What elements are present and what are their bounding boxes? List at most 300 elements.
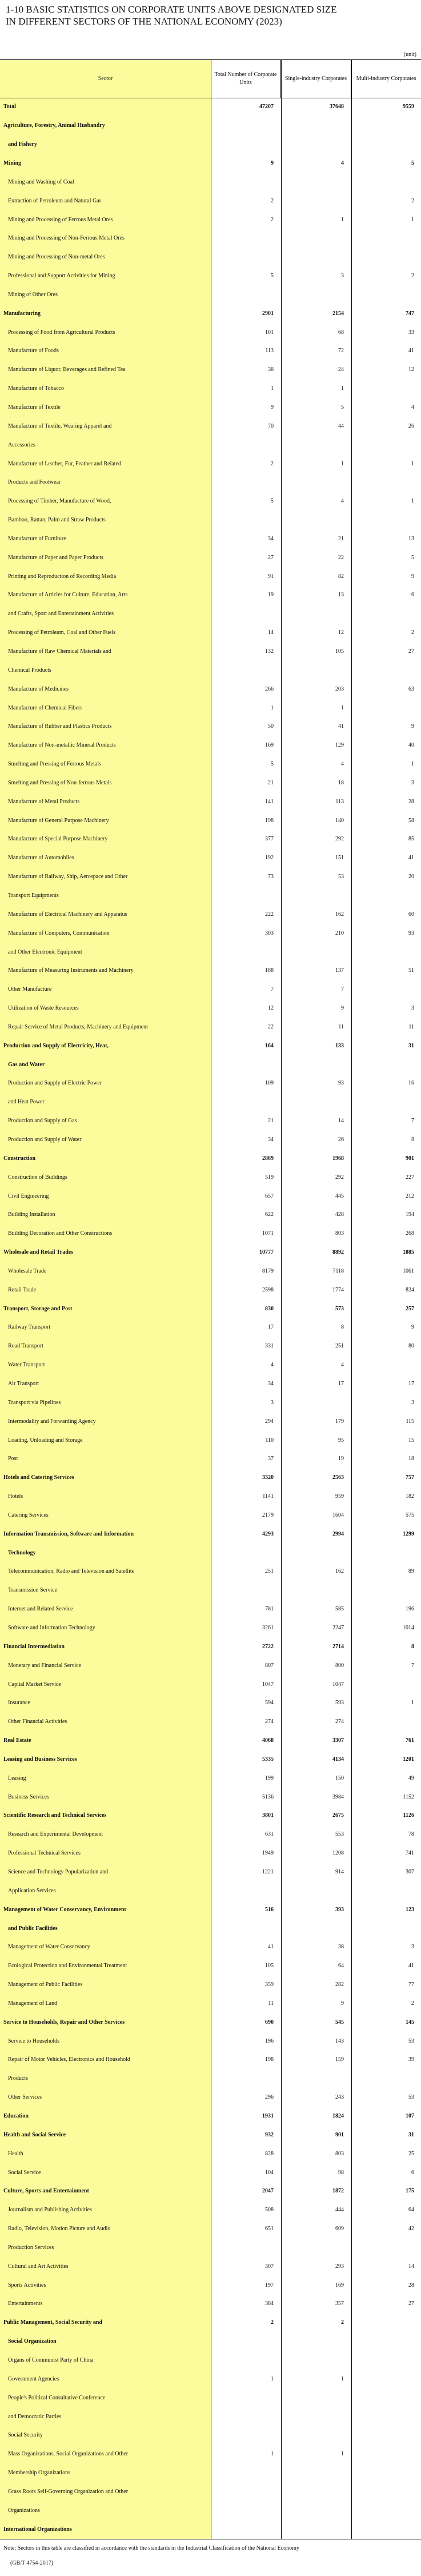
single-industry-value: 159 bbox=[335, 2056, 344, 2063]
single-industry-value: 1208 bbox=[332, 1850, 344, 1857]
single-industry-value: 2247 bbox=[332, 1625, 344, 1631]
total-value: 307 bbox=[265, 2263, 274, 2270]
single-industry-value: 1604 bbox=[332, 1512, 344, 1518]
table-row bbox=[0, 1474, 421, 1482]
sector-name: Management of Land bbox=[8, 2000, 58, 2007]
sector-name: Utilization of Waste Resources bbox=[8, 1005, 79, 1011]
total-value: 294 bbox=[265, 1418, 274, 1425]
total-value: 141 bbox=[265, 798, 274, 805]
multi-industry-value: 53 bbox=[408, 2094, 414, 2101]
single-industry-value: 44 bbox=[338, 422, 344, 429]
sector-name: Construction bbox=[3, 1155, 36, 1162]
total-value: 2 bbox=[271, 2319, 274, 2326]
sector-name: People's Political Consultative Conference bbox=[8, 2394, 106, 2401]
table-row bbox=[0, 535, 421, 543]
total-value: 2722 bbox=[262, 1643, 274, 1650]
single-industry-value: 1047 bbox=[332, 1681, 344, 1688]
total-value: 519 bbox=[265, 1174, 274, 1181]
single-industry-value: 7118 bbox=[332, 1267, 344, 1274]
sector-name: and Public Facilities bbox=[8, 1925, 58, 1932]
multi-industry-value: 80 bbox=[408, 1343, 414, 1350]
single-industry-value: 428 bbox=[335, 1211, 344, 1218]
sector-name: Catering Services bbox=[8, 1512, 49, 1518]
multi-industry-value: 31 bbox=[408, 1042, 414, 1049]
table-row bbox=[0, 1249, 421, 1257]
single-industry-value: 959 bbox=[335, 1493, 344, 1500]
single-industry-value: 4 bbox=[341, 160, 344, 166]
single-industry-value: 14 bbox=[338, 1118, 344, 1124]
multi-industry-value: 1201 bbox=[403, 1756, 414, 1762]
single-industry-value: 9 bbox=[341, 1005, 344, 1011]
sector-name: Construction of Buildings bbox=[8, 1174, 67, 1181]
single-industry-value: 95 bbox=[338, 1437, 344, 1443]
sector-name: Mining of Other Ores bbox=[8, 291, 58, 298]
sector-name: Manufacture of Rubber and Plastics Products bbox=[8, 723, 112, 730]
multi-industry-value: 15 bbox=[408, 1437, 414, 1443]
single-industry-value: 18 bbox=[338, 779, 344, 786]
single-industry-value: 179 bbox=[335, 1418, 344, 1425]
single-industry-value: 914 bbox=[335, 1869, 344, 1875]
total-value: 188 bbox=[265, 967, 274, 974]
sector-name: Building Decoration and Other Constructions bbox=[8, 1230, 113, 1237]
sector-name: Manufacture of Raw Chemical Materials and bbox=[8, 648, 111, 655]
single-industry-value: 1 bbox=[341, 2451, 344, 2458]
table-row bbox=[0, 2206, 421, 2214]
table-row bbox=[0, 2375, 421, 2383]
sector-name: Chemical Products bbox=[8, 667, 51, 673]
total-value: 830 bbox=[265, 1305, 274, 1312]
table-row bbox=[0, 1568, 421, 1576]
statistics-table bbox=[0, 59, 421, 2539]
total-value: 2179 bbox=[262, 1512, 274, 1518]
total-value: 331 bbox=[265, 1343, 274, 1350]
single-industry-value: 292 bbox=[335, 836, 344, 843]
multi-industry-value: 212 bbox=[406, 1193, 414, 1199]
table-row bbox=[0, 159, 421, 168]
multi-industry-value: 18 bbox=[408, 1456, 414, 1462]
table-row bbox=[0, 741, 421, 749]
table-title bbox=[6, 3, 417, 27]
sector-name: Manufacture of Computers, Communication bbox=[8, 930, 110, 936]
table-row bbox=[0, 1643, 421, 1651]
single-industry-value: 38 bbox=[338, 1944, 344, 1951]
table-row bbox=[0, 141, 421, 149]
table-row bbox=[0, 1775, 421, 1783]
total-value: 2869 bbox=[262, 1155, 274, 1162]
single-industry-value: 37648 bbox=[330, 103, 344, 110]
sector-name: Other Manufacture bbox=[8, 986, 52, 993]
multi-industry-value: 41 bbox=[408, 348, 414, 354]
sector-name: Agriculture, Forestry, Animal Husbandry bbox=[3, 122, 105, 129]
total-value: 37 bbox=[268, 1456, 274, 1462]
multi-industry-value: 20 bbox=[408, 874, 414, 880]
total-value: 198 bbox=[265, 817, 274, 824]
single-industry-value: 82 bbox=[338, 573, 344, 580]
sector-name: Radio, Television, Motion Picture and Audio bbox=[8, 2226, 111, 2232]
multi-industry-value: 42 bbox=[408, 2226, 414, 2232]
table-row bbox=[0, 930, 421, 938]
multi-industry-value: 17 bbox=[408, 1381, 414, 1387]
total-value: 70 bbox=[268, 422, 274, 429]
sector-name: Manufacture of Measuring Instruments and Machinery bbox=[8, 967, 134, 974]
table-row bbox=[0, 704, 421, 712]
table-row bbox=[0, 667, 421, 675]
multi-industry-value: 575 bbox=[406, 1512, 414, 1518]
single-industry-value: 169 bbox=[335, 2282, 344, 2288]
total-value: 5335 bbox=[262, 1756, 274, 1762]
table-row bbox=[0, 1361, 421, 1369]
sector-name: Cultural and Art Activities bbox=[8, 2263, 69, 2270]
total-value: 36 bbox=[268, 366, 274, 373]
single-industry-value: 393 bbox=[335, 1906, 344, 1913]
table-row bbox=[0, 197, 421, 205]
single-industry-value: 1872 bbox=[332, 2188, 344, 2195]
table-row bbox=[0, 1793, 421, 1801]
header-sector: Sector bbox=[98, 75, 113, 82]
sector-name: Organizations bbox=[8, 2507, 40, 2514]
sector-name: Social Security bbox=[8, 2432, 43, 2439]
sector-name: Social Organization bbox=[8, 2338, 57, 2345]
total-value: 222 bbox=[265, 911, 274, 918]
total-value: 113 bbox=[265, 348, 274, 354]
multi-industry-value: 78 bbox=[408, 1831, 414, 1838]
table-row bbox=[0, 2282, 421, 2290]
sector-name: Leasing bbox=[8, 1775, 26, 1781]
single-industry-value: 4134 bbox=[332, 1756, 344, 1762]
table-row bbox=[0, 2356, 421, 2364]
sector-name: Service to Households, Repair and Other Services bbox=[3, 2019, 125, 2025]
total-value: 359 bbox=[265, 1981, 274, 1988]
single-industry-value: 1 bbox=[341, 460, 344, 467]
multi-industry-value: 6 bbox=[411, 592, 414, 599]
total-value: 690 bbox=[265, 2019, 274, 2025]
table-row bbox=[0, 2526, 421, 2534]
sector-name: Social Service bbox=[8, 2169, 41, 2176]
single-industry-value: 282 bbox=[335, 1981, 344, 1988]
total-value: 3261 bbox=[262, 1625, 274, 1631]
single-industry-value: 3307 bbox=[332, 1737, 344, 1744]
sector-name: Manufacture of Textile bbox=[8, 404, 61, 410]
single-industry-value: 4 bbox=[341, 498, 344, 505]
table-row bbox=[0, 2169, 421, 2177]
total-value: 5136 bbox=[262, 1793, 274, 1800]
multi-industry-value: 194 bbox=[406, 1211, 414, 1218]
multi-industry-value: 5 bbox=[411, 554, 414, 561]
sector-name: Transport, Storage and Post bbox=[3, 1305, 73, 1312]
total-value: 9 bbox=[271, 404, 274, 410]
sector-name: Processing of Timber, Manufacture of Wood, bbox=[8, 498, 111, 505]
sector-name: Manufacture of Textile, Wearing Apparel and bbox=[8, 422, 112, 429]
multi-industry-value: 41 bbox=[408, 855, 414, 862]
sector-name: Information Transmission, Software and Information bbox=[3, 1530, 134, 1537]
table-row bbox=[0, 873, 421, 881]
multi-industry-value: 8 bbox=[411, 1137, 414, 1143]
header-single-industry: Single-industry Corporates bbox=[281, 60, 351, 98]
multi-industry-value: 257 bbox=[406, 1305, 414, 1312]
single-industry-value: 573 bbox=[335, 1305, 344, 1312]
footnote: Note: Sectors in this table are classified in accordance with the standards in the Industrial Classification of the National Economy bbox=[3, 2545, 299, 2551]
table-row bbox=[0, 2488, 421, 2496]
sector-name: Health bbox=[8, 2150, 23, 2157]
table-row bbox=[0, 1831, 421, 1839]
single-industry-value: 4 bbox=[341, 1362, 344, 1369]
table-row bbox=[0, 1512, 421, 1520]
multi-industry-value: 1061 bbox=[403, 1267, 414, 1274]
multi-industry-value: 2 bbox=[411, 273, 414, 279]
table-row bbox=[0, 1925, 421, 1933]
single-industry-value: 1 bbox=[341, 385, 344, 392]
sector-name: Organs of Communist Party of China bbox=[8, 2357, 94, 2363]
total-value: 73 bbox=[268, 874, 274, 880]
table-row bbox=[0, 2338, 421, 2346]
sector-name: Ecological Protection and Environmental Treatment bbox=[8, 1963, 127, 1969]
single-industry-value: 585 bbox=[335, 1606, 344, 1613]
single-industry-value: 151 bbox=[335, 855, 344, 862]
sector-name: Grass Roots Self-Governing Organization and Other bbox=[8, 2488, 129, 2495]
sector-name: Extraction of Petroleum and Natural Gas bbox=[8, 197, 102, 204]
table-row bbox=[0, 178, 421, 186]
sector-name: Mass Organizations, Social Organizations and Other bbox=[8, 2451, 129, 2458]
table-row bbox=[0, 2075, 421, 2083]
single-industry-value: 2714 bbox=[332, 1643, 344, 1650]
table-row bbox=[0, 1943, 421, 1951]
multi-industry-value: 107 bbox=[406, 2113, 414, 2119]
multi-industry-value: 824 bbox=[406, 1286, 414, 1293]
sector-name: Manufacture of General Purpose Machinery bbox=[8, 817, 109, 824]
multi-industry-value: 26 bbox=[408, 422, 414, 429]
total-value: 50 bbox=[268, 723, 274, 730]
multi-industry-value: 1014 bbox=[403, 1625, 414, 1631]
sector-name: Transport via Pipelines bbox=[8, 1399, 61, 1406]
total-value: 807 bbox=[265, 1662, 274, 1669]
table-row bbox=[0, 1981, 421, 1989]
multi-industry-value: 16 bbox=[408, 1080, 414, 1087]
table-row bbox=[0, 1399, 421, 1407]
table-row bbox=[0, 648, 421, 656]
total-value: 622 bbox=[265, 1211, 274, 1218]
total-value: 1931 bbox=[262, 2113, 274, 2119]
table-row bbox=[0, 554, 421, 562]
multi-industry-value: 93 bbox=[408, 930, 414, 936]
table-row bbox=[0, 1193, 421, 1201]
multi-industry-value: 7 bbox=[411, 1118, 414, 1124]
table-row bbox=[0, 2431, 421, 2439]
table-row bbox=[0, 1305, 421, 1313]
table-row bbox=[0, 1117, 421, 1125]
sector-name: Processing of Food from Agricultural Products bbox=[8, 329, 115, 336]
total-value: 10777 bbox=[259, 1249, 274, 1255]
table-row bbox=[0, 2300, 421, 2308]
multi-industry-value: 741 bbox=[406, 1850, 414, 1857]
sector-name: Manufacture of Electrical Machinery and Apparatus bbox=[8, 911, 127, 918]
single-industry-value: 274 bbox=[335, 1718, 344, 1725]
single-industry-value: 3984 bbox=[332, 1793, 344, 1800]
footnote-standard-code: (GB/T 4754-2017) bbox=[10, 2560, 54, 2566]
sector-name: Professional Technical Services bbox=[8, 1850, 81, 1857]
multi-industry-value: 85 bbox=[408, 836, 414, 843]
table-row bbox=[0, 2094, 421, 2102]
sector-name: Civil Engineering bbox=[8, 1193, 49, 1199]
sector-name: Health and Social Service bbox=[3, 2131, 66, 2138]
table-row bbox=[0, 1230, 421, 1238]
table-row bbox=[0, 610, 421, 618]
multi-industry-value: 3 bbox=[411, 1005, 414, 1011]
table-row bbox=[0, 385, 421, 393]
sector-name: Wholesale Trade bbox=[8, 1267, 47, 1274]
table-row bbox=[0, 1342, 421, 1350]
table-row bbox=[0, 2112, 421, 2120]
total-value: 196 bbox=[265, 2037, 274, 2044]
table-row bbox=[0, 854, 421, 862]
table-row bbox=[0, 2507, 421, 2515]
total-value: 1 bbox=[271, 2375, 274, 2382]
total-value: 781 bbox=[265, 1606, 274, 1613]
single-industry-value: 1824 bbox=[332, 2113, 344, 2119]
sector-name: Production Services bbox=[8, 2244, 54, 2251]
single-industry-value: 444 bbox=[335, 2207, 344, 2214]
total-value: 303 bbox=[265, 930, 274, 936]
sector-name: Management of Water Conservancy, Environment bbox=[3, 1906, 126, 1913]
sector-name: Repair Service of Metal Products, Machinery and Equipment bbox=[8, 1023, 148, 1030]
multi-industry-value: 27 bbox=[408, 2300, 414, 2307]
multi-industry-value: 1 bbox=[411, 460, 414, 467]
table-row bbox=[0, 948, 421, 956]
sector-name: Production and Supply of Electricity, Heat, bbox=[3, 1042, 109, 1049]
sector-name: Loading, Unloading and Storage bbox=[8, 1437, 83, 1443]
total-value: 34 bbox=[268, 535, 274, 542]
single-industry-value: 2994 bbox=[332, 1530, 344, 1537]
multi-industry-value: 6 bbox=[411, 2169, 414, 2176]
single-industry-value: 357 bbox=[335, 2300, 344, 2307]
sector-name: Management of Public Facilities bbox=[8, 1981, 83, 1988]
multi-industry-value: 761 bbox=[406, 1737, 414, 1744]
table-row bbox=[0, 1887, 421, 1895]
table-row bbox=[0, 478, 421, 487]
single-industry-value: 150 bbox=[335, 1775, 344, 1781]
sector-name: Service to Households bbox=[8, 2037, 59, 2044]
total-value: 384 bbox=[265, 2300, 274, 2307]
total-value: 1047 bbox=[262, 1681, 274, 1688]
sector-name: Retail Trade bbox=[8, 1286, 37, 1293]
total-value: 274 bbox=[265, 1718, 274, 1725]
multi-industry-value: 3 bbox=[411, 1399, 414, 1406]
sector-name: Accessories bbox=[8, 441, 35, 448]
total-value: 164 bbox=[265, 1042, 274, 1049]
table-body bbox=[0, 98, 421, 2539]
total-value: 12 bbox=[268, 1005, 274, 1011]
single-industry-value: 9 bbox=[341, 2000, 344, 2007]
sector-name: Intermodality and Forwarding Agency bbox=[8, 1418, 96, 1425]
table-row bbox=[0, 723, 421, 731]
title-line-2: IN DIFFERENT SECTORS OF THE NATIONAL ECONOMY (2023) bbox=[6, 16, 282, 27]
table-row bbox=[0, 1699, 421, 1707]
sector-name: Management of Water Conservancy bbox=[8, 1944, 90, 1951]
table-row bbox=[0, 272, 421, 280]
table-row bbox=[0, 1605, 421, 1613]
title-line-1: 1-10 BASIC STATISTICS ON CORPORATE UNITS ABOVE DESIGNATED SIZE bbox=[6, 4, 337, 15]
multi-industry-value: 1 bbox=[411, 1700, 414, 1706]
total-value: 2901 bbox=[262, 310, 274, 317]
single-industry-value: 105 bbox=[335, 648, 344, 655]
total-value: 2598 bbox=[262, 1286, 274, 1293]
total-value: 508 bbox=[265, 2207, 274, 2214]
table-row bbox=[0, 1624, 421, 1632]
multi-industry-value: 747 bbox=[406, 310, 414, 317]
total-value: 1071 bbox=[262, 1230, 274, 1237]
table-row bbox=[0, 2450, 421, 2458]
total-value: 198 bbox=[265, 2056, 274, 2063]
total-value: 47207 bbox=[259, 103, 274, 110]
sector-name: Mining and Processing of Non-metal Ores bbox=[8, 254, 105, 261]
single-industry-value: 803 bbox=[335, 2150, 344, 2157]
sector-name: Transmission Service bbox=[8, 1587, 58, 1594]
multi-industry-value: 182 bbox=[406, 1493, 414, 1500]
multi-industry-value: 58 bbox=[408, 817, 414, 824]
table-row bbox=[0, 986, 421, 994]
sector-name: Software and Information Technology bbox=[8, 1625, 95, 1631]
table-row bbox=[0, 1662, 421, 1670]
multi-industry-value: 4 bbox=[411, 404, 414, 410]
multi-industry-value: 145 bbox=[406, 2019, 414, 2025]
sector-name: Bamboo, Rattan, Palm and Straw Products bbox=[8, 517, 106, 523]
header-multi-industry: Multi-industry Corporates bbox=[356, 75, 416, 82]
single-industry-value: 21 bbox=[338, 535, 344, 542]
table-row bbox=[0, 760, 421, 768]
table-row bbox=[0, 1211, 421, 1219]
table-row bbox=[0, 1286, 421, 1294]
multi-industry-value: 51 bbox=[408, 967, 414, 974]
multi-industry-value: 2 bbox=[411, 2000, 414, 2007]
total-value: 11 bbox=[268, 2000, 274, 2007]
multi-industry-value: 2 bbox=[411, 629, 414, 636]
multi-industry-value: 11 bbox=[408, 1023, 414, 1030]
sector-name: Internet and Related Service bbox=[8, 1606, 73, 1613]
table-row bbox=[0, 835, 421, 843]
table-row bbox=[0, 329, 421, 337]
single-industry-value: 803 bbox=[335, 1230, 344, 1237]
sector-name: Smelting and Pressing of Non-ferrous Metals bbox=[8, 779, 112, 786]
single-industry-value: 22 bbox=[338, 554, 344, 561]
table-row bbox=[0, 2225, 421, 2233]
sector-name: Manufacture of Paper and Paper Products bbox=[8, 554, 103, 561]
total-value: 651 bbox=[265, 2226, 274, 2232]
single-industry-value: 203 bbox=[335, 685, 344, 692]
table-row bbox=[0, 516, 421, 524]
table-header bbox=[0, 60, 421, 98]
sector-name: Mining bbox=[3, 160, 22, 166]
single-industry-value: 140 bbox=[335, 817, 344, 824]
total-value: 104 bbox=[265, 2169, 274, 2176]
single-industry-value: 143 bbox=[335, 2037, 344, 2044]
table-row bbox=[0, 1962, 421, 1970]
sector-name: Public Management, Social Security and bbox=[3, 2319, 103, 2326]
table-row bbox=[0, 2263, 421, 2271]
sector-name: Road Transport bbox=[8, 1343, 43, 1350]
total-value: 4293 bbox=[262, 1530, 274, 1537]
single-industry-value: 93 bbox=[338, 1080, 344, 1087]
table-row bbox=[0, 1023, 421, 1031]
total-value: 105 bbox=[265, 1963, 274, 1969]
single-industry-value: 64 bbox=[338, 1963, 344, 1969]
total-value: 109 bbox=[265, 1080, 274, 1087]
multi-industry-value: 77 bbox=[408, 1981, 414, 1988]
sector-name: Scientific Research and Technical Services bbox=[3, 1812, 107, 1819]
total-value: 1949 bbox=[262, 1850, 274, 1857]
multi-industry-value: 13 bbox=[408, 535, 414, 542]
total-value: 2 bbox=[271, 460, 274, 467]
table-row bbox=[0, 1849, 421, 1857]
multi-industry-value: 3 bbox=[411, 779, 414, 786]
